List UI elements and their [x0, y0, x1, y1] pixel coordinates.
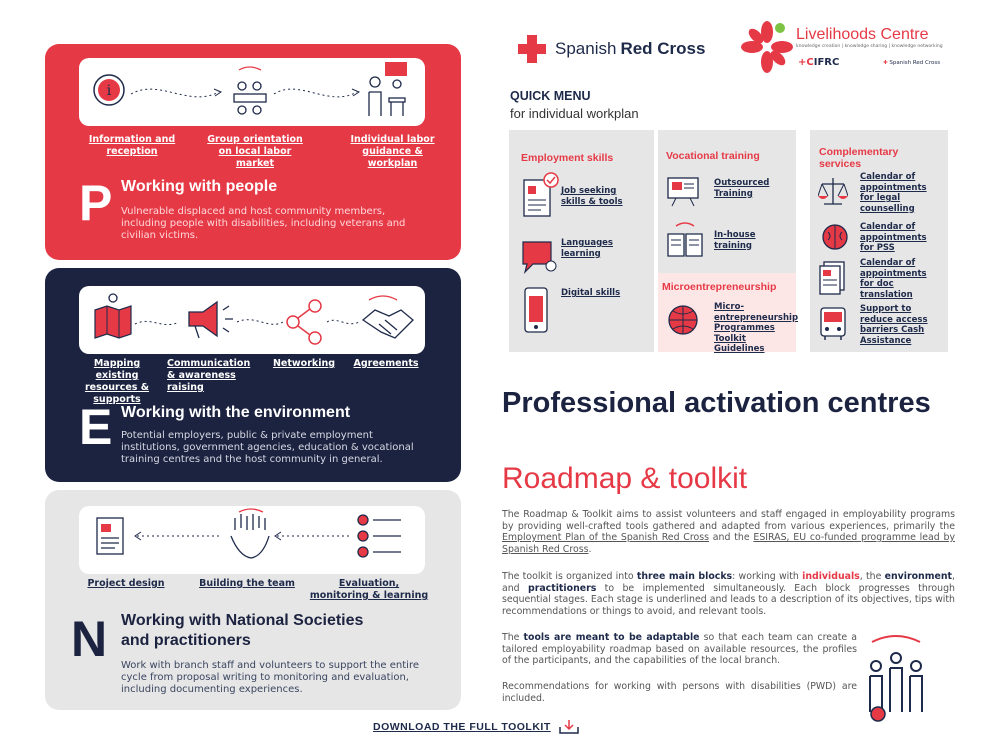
- microentrepreneurship-box: [658, 273, 799, 354]
- practitioners-stage-strip: [79, 506, 425, 574]
- flower-icon: [740, 20, 795, 75]
- bus-icon: [818, 306, 848, 342]
- red-cross-icon: [517, 34, 547, 64]
- panel-working-with-national-societies: [45, 490, 461, 710]
- environment-stage-strip: [79, 286, 425, 354]
- lc-src: ✚ Spanish Red Cross: [883, 60, 941, 66]
- download-icon: [559, 719, 579, 735]
- environment-description: Potential employers, public & private employment institutions, government agencies, education & vocational training centres and the host community in general.: [121, 430, 414, 465]
- page-title: Professional activation centres: [502, 387, 931, 419]
- practitioners-description: Work with branch staff and volunteers to support the entire cycle from proposal writing to monitoring and evaluation, including documenting experiences.: [121, 660, 419, 695]
- hands-team-icon: [231, 509, 269, 558]
- panel-working-with-people: [45, 44, 461, 260]
- item-outsourced-training[interactable]: Outsourced Training: [714, 178, 770, 199]
- item-microentrepreneurship[interactable]: Micro-entrepreneurship Programmes Toolkit Guidelines: [714, 302, 799, 354]
- project-design-icon: [97, 518, 123, 554]
- network-icon: [287, 300, 321, 344]
- checklist-icon: [358, 515, 401, 557]
- handshake-icon: [363, 296, 413, 338]
- quick-menu-title: QUICK MENU: [510, 89, 591, 103]
- item-pss[interactable]: Calendar of appointments for PSS: [860, 222, 927, 253]
- scales-icon: [818, 174, 848, 208]
- link-employment-plan[interactable]: Employment Plan of the Spanish Red Cross: [502, 532, 710, 543]
- micro-heading: Microentrepreneurship: [662, 281, 777, 293]
- group-meeting-icon: [234, 67, 266, 114]
- link-building-team[interactable]: Building the team: [199, 578, 295, 589]
- globe-icon: [666, 303, 700, 337]
- environment-title: Working with the environment: [121, 404, 351, 421]
- download-toolkit-link[interactable]: DOWNLOAD THE FULL TOOLKIT: [373, 719, 579, 735]
- link-project-design[interactable]: Project design: [87, 578, 165, 589]
- quick-menu-subtitle: for individual workplan: [510, 106, 639, 121]
- item-job-seeking[interactable]: Job seeking skills & tools: [561, 186, 623, 207]
- link-group-orientation[interactable]: Group orientation on local labor market: [207, 134, 303, 169]
- item-in-house-training[interactable]: In-house training: [714, 230, 756, 251]
- page-subtitle: Roadmap & toolkit: [502, 462, 748, 495]
- lc-tagline: knowledge creation | knowledge sharing | knowledge networking: [796, 44, 943, 49]
- brain-icon: [818, 220, 852, 254]
- people-stage-strip: [79, 58, 425, 126]
- map-icon: [95, 294, 131, 338]
- employment-heading: Employment skills: [521, 152, 614, 164]
- link-networking[interactable]: Networking: [272, 358, 336, 369]
- paragraph-adaptable: The tools are meant to be adaptable so that each team can create a tailored employability roadmap based on available resources, the profiles of the participants, and the capabilities of the local branch.: [502, 632, 857, 666]
- link-esiras[interactable]: ESIRAS, EU co-funded programme lead by Spanish Red Cross: [502, 532, 955, 555]
- vocational-training-column: [658, 130, 796, 273]
- complementary-heading: Complementary services: [819, 146, 899, 170]
- paragraph-blocks: The toolkit is organized into three main blocks: working with individuals, the environment, and practitioners to be implemented simultaneously. Each block progresses through sequential stages. Each stage is underlined and leads to a description of its objectives, tips with recommendations or things to avoid, and relevant tools.: [502, 571, 956, 617]
- item-legal-counselling[interactable]: Calendar of appointments for legal counselling: [860, 172, 927, 214]
- panel-working-with-environment: [45, 268, 461, 482]
- people-group-icon: [856, 632, 936, 724]
- cv-icon: [521, 172, 561, 222]
- complementary-services-column: [810, 130, 948, 352]
- item-doc-translation[interactable]: Calendar of appointments for doc translation: [860, 258, 927, 300]
- lc-title: Livelihoods Centre: [796, 26, 929, 43]
- letter-e: E: [79, 399, 113, 455]
- phone-icon: [523, 286, 549, 336]
- vocational-heading: Vocational training: [666, 150, 760, 162]
- people-description: Vulnerable displaced and host community members, including people with disabilities, including veterans and civilian victims.: [121, 206, 406, 241]
- item-cash-assistance[interactable]: Support to reduce access barriers Cash Assistance: [860, 304, 928, 346]
- documents-icon: [818, 260, 848, 296]
- paragraph-intro: The Roadmap & Toolkit aims to assist volunteers and staff engaged in employability programs by providing well-crafted tools gathered and adapted from various experiences, primarily the Employment Plan of the Spanish Red Cross and the ESIRAS, EU co-funded programme lead by Spanish Red Cross.: [502, 509, 955, 555]
- info-icon: [94, 75, 124, 105]
- megaphone-icon: [189, 302, 233, 338]
- link-individual-guidance[interactable]: Individual labor guidance & workplan: [350, 134, 435, 169]
- link-mapping-resources[interactable]: Mapping existing resources & supports: [84, 358, 150, 405]
- link-evaluation-monitoring[interactable]: Evaluation, monitoring & learning: [309, 578, 429, 601]
- link-information-reception[interactable]: Information and reception: [88, 134, 176, 157]
- employment-skills-column: [509, 130, 654, 352]
- letter-p: P: [79, 175, 113, 231]
- link-agreements[interactable]: Agreements: [353, 358, 419, 369]
- item-languages[interactable]: Languages learning: [561, 238, 613, 259]
- livelihoods-centre-logo: [740, 20, 950, 75]
- ifrc-logo: +CIFRC: [798, 57, 840, 68]
- link-communication[interactable]: Communication & awareness raising: [167, 358, 251, 393]
- speech-bubble-icon: [521, 238, 559, 276]
- people-title: Working with people: [121, 178, 278, 195]
- item-digital-skills[interactable]: Digital skills: [561, 288, 621, 298]
- training-board-icon: [666, 174, 702, 208]
- spanish-red-cross-logo: [517, 34, 705, 64]
- book-icon: [666, 220, 704, 258]
- practitioners-title: Working with National Societies and practitioners: [121, 612, 364, 649]
- svg-text:i: i: [106, 83, 112, 99]
- logo-text-normal: Spanish: [555, 39, 617, 58]
- guidance-icon: [369, 62, 407, 116]
- letter-n: N: [71, 611, 108, 667]
- paragraph-pwd: Recommendations for working with persons with disabilities (PWD) are included.: [502, 681, 857, 704]
- logo-text-bold: Red Cross: [620, 39, 706, 58]
